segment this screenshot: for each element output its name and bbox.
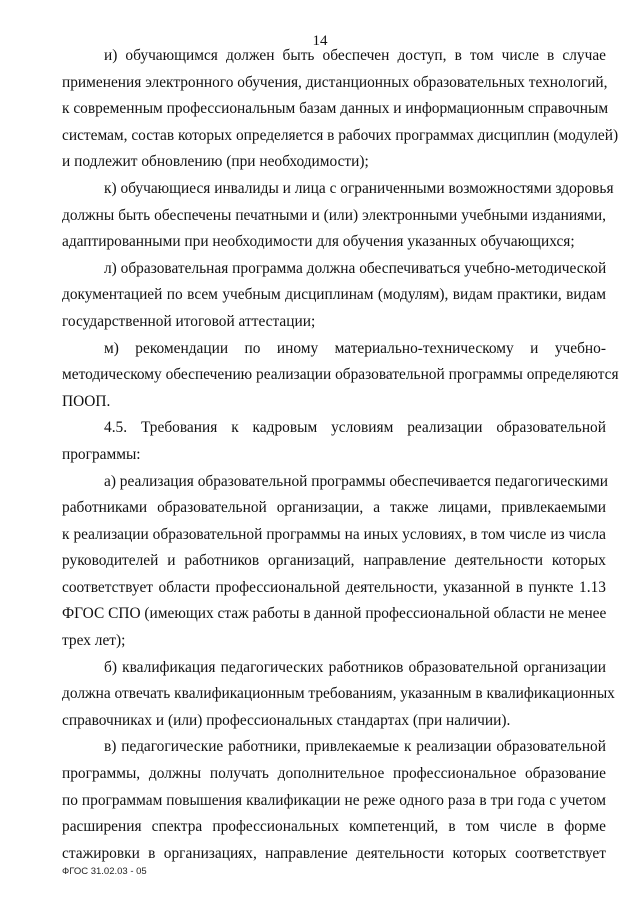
paragraph-i	[62, 43, 619, 176]
text-line: должны быть обеспечены печатными и (или) электронными учебными изданиями,	[62, 206, 606, 224]
text-line: в) педагогические работники, привлекаемые к реализации образовательной	[104, 738, 606, 756]
paragraph-b	[62, 655, 615, 735]
paragraph-m	[62, 336, 619, 416]
text-line: трех лет);	[62, 632, 126, 650]
text-line: программы, должны получать дополнительное профессиональное образование	[62, 765, 606, 783]
text-line: должна отвечать квалификационным требованиям, указанным в квалификационных	[62, 685, 615, 703]
text-line: методическому обеспечению реализации образовательной программы определяются	[62, 366, 619, 384]
text-line: работниками образовательной организации, а также лицами, привлекаемыми	[62, 499, 606, 517]
paragraph-v	[62, 734, 606, 867]
document-body	[62, 43, 619, 867]
text-line: и подлежит обновлению (при необходимости);	[62, 153, 369, 171]
text-line: справочниках и (или) профессиональных стандартах (при наличии).	[62, 711, 511, 729]
paragraph-l	[62, 256, 606, 336]
text-line: применения электронного обучения, дистанционных образовательных технологий,	[62, 73, 608, 91]
text-line: 4.5. Требования к кадровым условиям реализации образовательной	[104, 419, 606, 437]
text-line: адаптированными при необходимости для обучения указанных обучающихся;	[62, 233, 575, 251]
text-line: м) рекомендации по иному материально-техническому и учебно-	[104, 339, 606, 357]
paragraph-k	[62, 176, 614, 256]
text-line: б) квалификация педагогических работников образовательной организации	[104, 658, 606, 676]
text-line: стажировки в организациях, направление деятельности которых соответствует	[62, 844, 606, 862]
text-line: ФГОС СПО (имеющих стаж работы в данной профессиональной области не менее	[62, 605, 607, 623]
paragraph-a	[62, 469, 606, 655]
text-line: ПООП.	[62, 392, 111, 410]
document-footer-code: ФГОС 31.02.03 - 05	[62, 866, 147, 877]
text-line: расширения спектра профессиональных компетенций, в том числе в форме	[62, 818, 606, 836]
text-line: соответствует области профессиональной деятельности, указанной в пункте 1.13	[62, 578, 606, 596]
text-line: и) обучающимся должен быть обеспечен доступ, в том числе в случае	[104, 47, 606, 64]
text-line: по программам повышения квалификации не реже одного раза в три года с учетом	[62, 791, 606, 809]
text-line: системам, состав которых определяется в рабочих программах дисциплин (модулей)	[62, 126, 619, 144]
text-line: документацией по всем учебным дисциплинам (модулям), видам практики, видам	[62, 286, 606, 304]
text-line: л) образовательная программа должна обеспечиваться учебно-методической	[104, 259, 607, 277]
text-line: к) обучающиеся инвалиды и лица с ограниченными возможностями здоровья	[104, 179, 614, 197]
text-line: к реализации образовательной программы на иных условиях, в том числе из числа	[62, 525, 606, 543]
text-line: к современным профессиональным базам данных и информационным справочным	[62, 100, 609, 118]
text-line: государственной итоговой аттестации;	[62, 312, 316, 330]
text-line: программы:	[62, 445, 141, 463]
text-line: руководителей и работников организаций, направление деятельности которых	[62, 552, 606, 570]
page-number: 14	[312, 33, 328, 49]
text-line: а) реализация образовательной программы обеспечивается педагогическими	[104, 472, 608, 490]
section-heading-4-5	[62, 415, 606, 468]
